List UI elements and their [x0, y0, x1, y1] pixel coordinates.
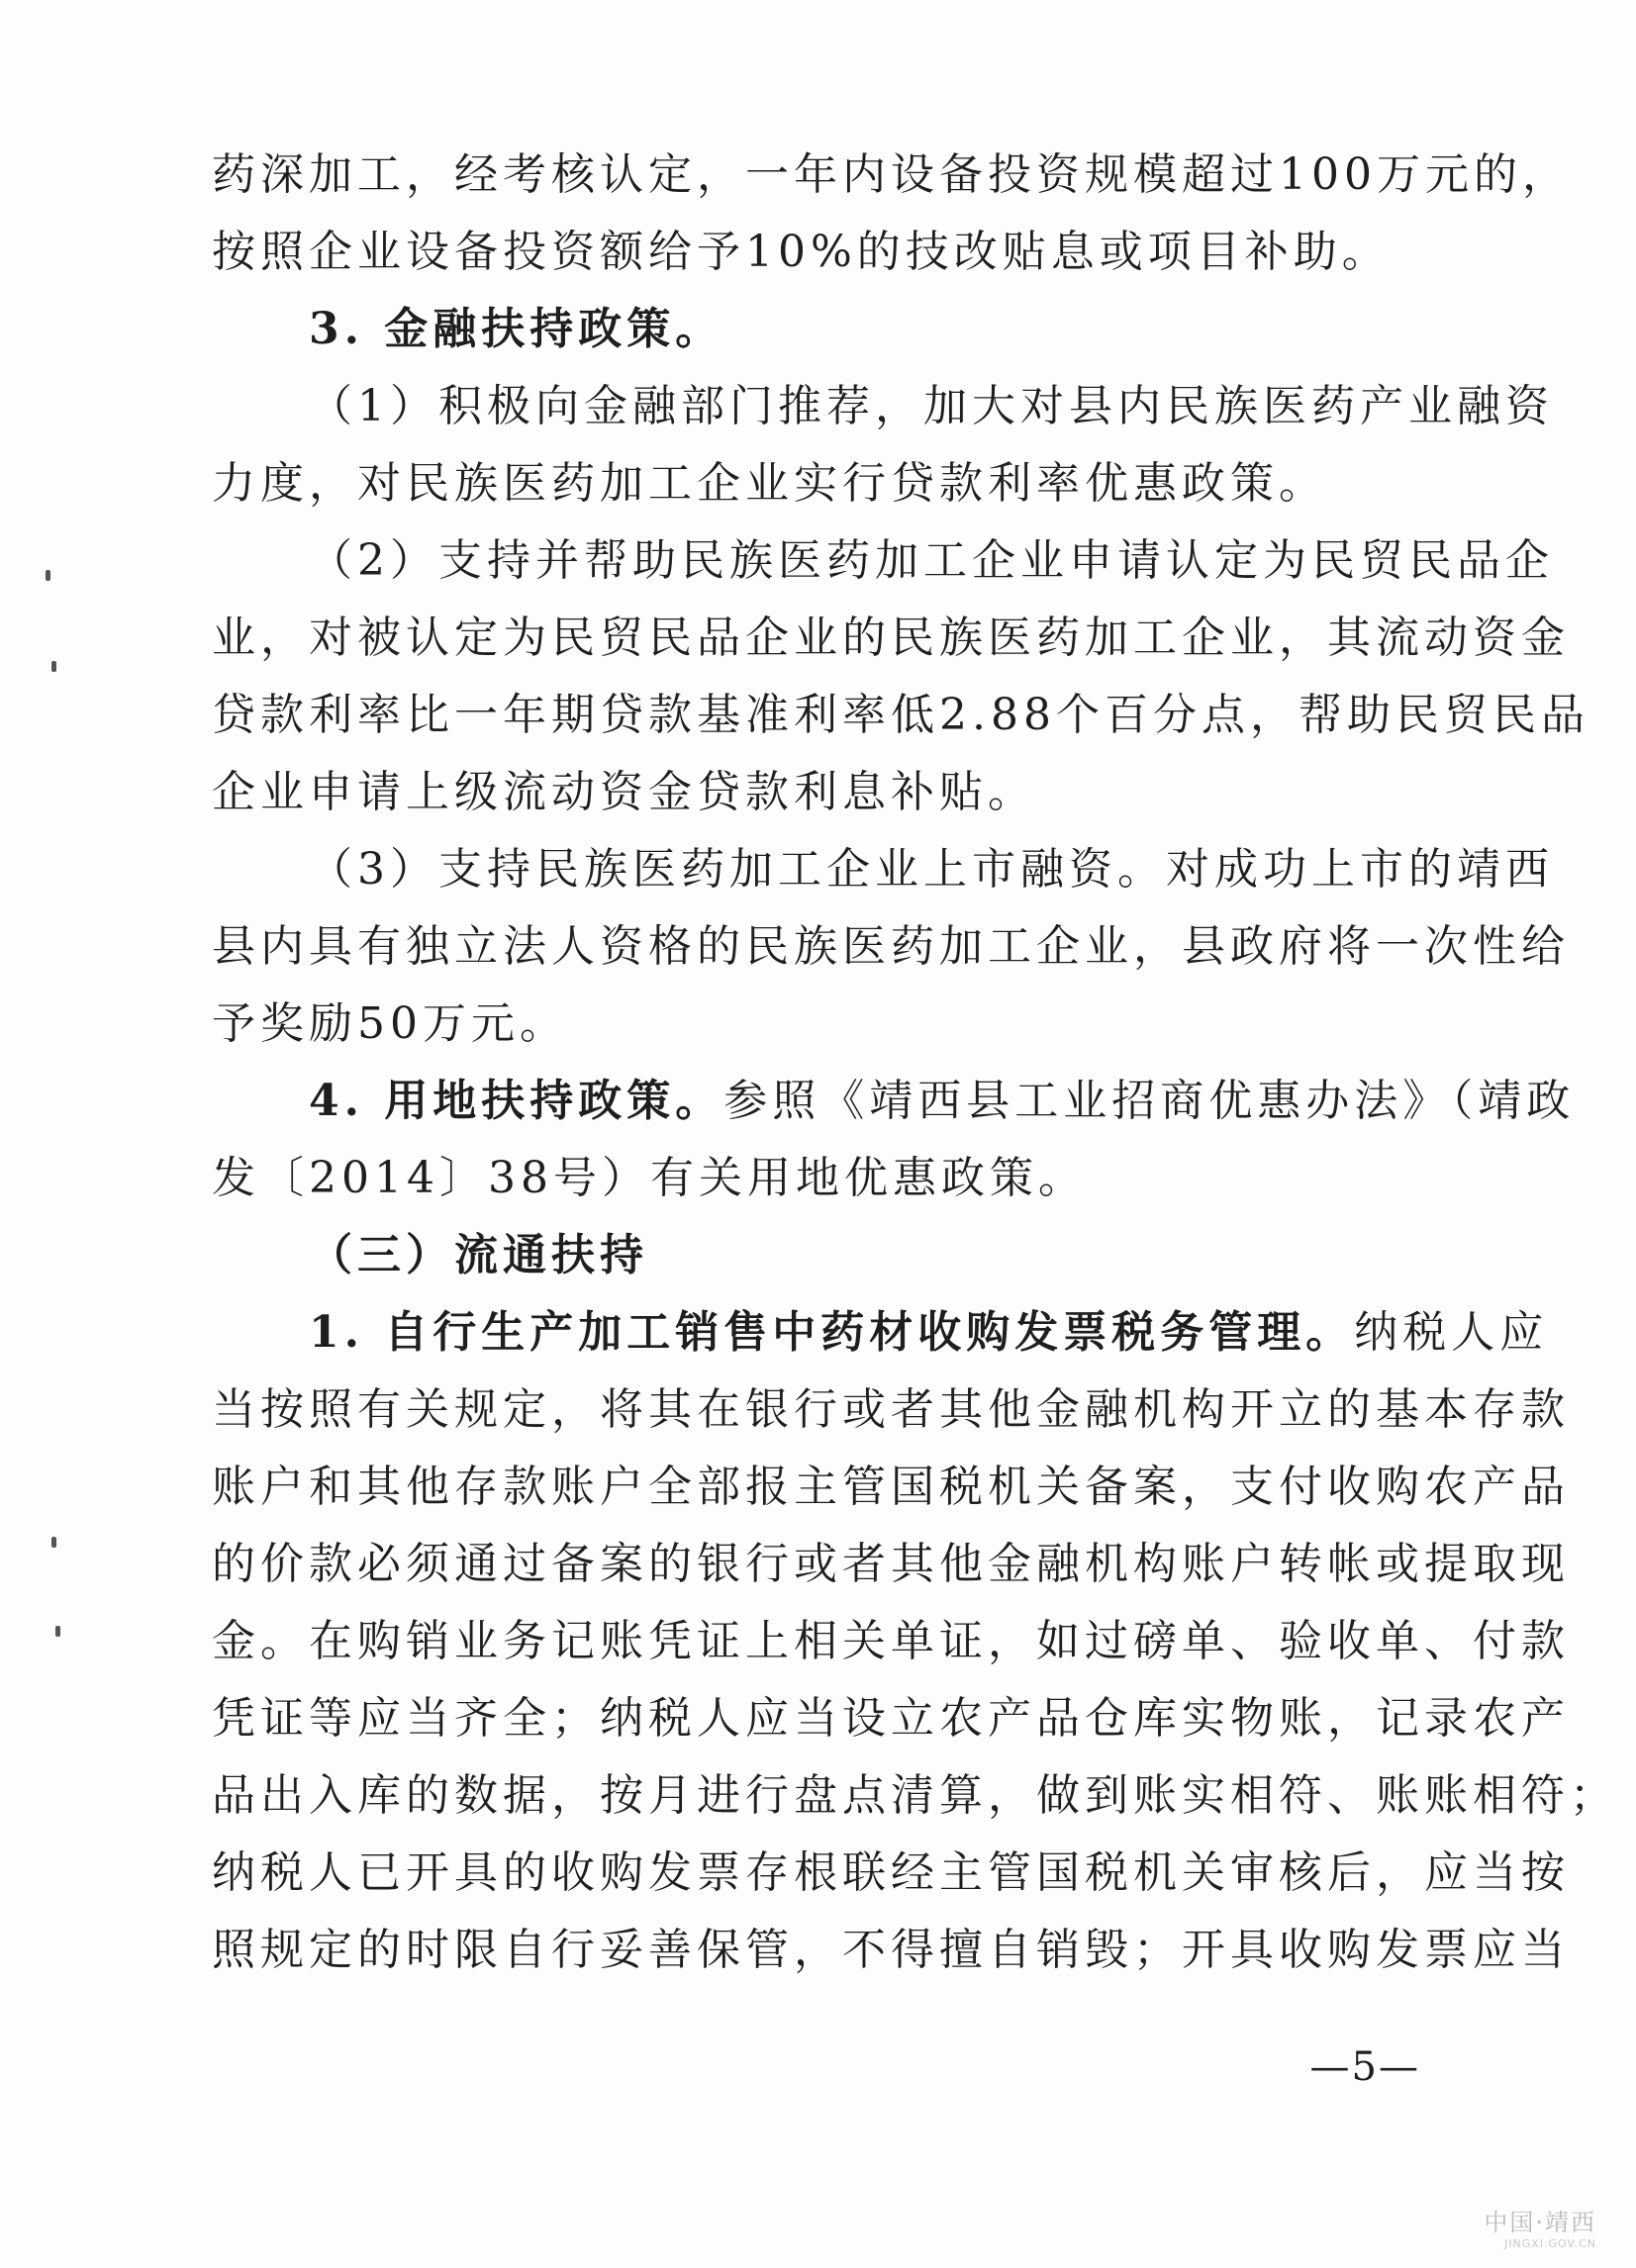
body-line: 贷款利率比一年期贷款基准利率低2.88个百分点，帮助民贸民品	[212, 690, 1589, 740]
body-line: 品出入库的数据，按月进行盘点清算，做到账实相符、账账相符；	[212, 1770, 1618, 1821]
body-line: （2）支持并帮助民族医药加工企业申请认定为民贸民品企	[309, 535, 1554, 586]
body-line: 纳税人已开具的收购发票存根联经主管国税机关审核后，应当按	[212, 1847, 1570, 1898]
body-line	[212, 1294, 1549, 1371]
body-line: 业，对被认定为民贸民品企业的民族医药加工企业，其流动资金	[212, 613, 1570, 663]
body-line: 凭证等应当齐全；纳税人应当设立农产品仓库实物账，记录农产	[212, 1693, 1570, 1744]
body-line: （3）支持民族医药加工企业上市融资。对成功上市的靖西	[309, 844, 1554, 895]
body-line: 当按照有关规定，将其在银行或者其他金融机构开立的基本存款	[212, 1384, 1570, 1435]
watermark-text: 中国·靖西	[1484, 2209, 1596, 2236]
binder-hole-mark	[55, 1626, 60, 1637]
page-number: —5—	[1309, 2044, 1420, 2090]
body-line: 予奖励50万元。	[212, 998, 568, 1049]
section-heading: 1. 自行生产加工销售中药材收购发票税务管理。	[309, 1307, 1355, 1358]
binder-hole-mark	[46, 570, 50, 581]
body-line: 力度，对民族医药加工企业实行贷款利率优惠政策。	[212, 458, 1327, 509]
watermark-url: JINGXI.GOV.CN	[1503, 2237, 1596, 2250]
body-line: 县内具有独立法人资格的民族医药加工企业，县政府将一次性给	[212, 921, 1570, 972]
body-text: 纳税人应	[1354, 1307, 1549, 1358]
body-line: 药深加工，经考核认定，一年内设备投资规模超过100万元的，	[212, 149, 1571, 200]
body-line: 账户和其他存款账户全部报主管国税机关备案，支付收购农产品	[212, 1462, 1570, 1512]
binder-hole-mark	[51, 661, 56, 672]
body-line: 按照企业设备投资额给予10%的技改贴息或项目补助。	[212, 227, 1391, 277]
body-line: 发〔2014〕38号）有关用地优惠政策。	[212, 1153, 1087, 1203]
body-line: （1）积极向金融部门推荐，加大对县内民族医药产业融资	[309, 381, 1554, 431]
section-heading: 4. 用地扶持政策。	[309, 1076, 724, 1126]
section-heading: 3. 金融扶持政策。	[309, 304, 724, 354]
binder-hole-mark	[51, 1537, 56, 1548]
body-line: 的价款必须通过备案的银行或者其他金融机构账户转帐或提取现	[212, 1539, 1570, 1589]
body-line: 企业申请上级流动资金贷款利息补贴。	[212, 767, 1036, 817]
subsection-heading: （三）流通扶持	[309, 1230, 648, 1280]
site-watermark	[1484, 2203, 1596, 2250]
document-body	[212, 137, 1618, 1989]
body-text: 参照《靖西县工业招商优惠办法》（靖政	[723, 1076, 1576, 1126]
body-line: 金。在购销业务记账凭证上相关单证，如过磅单、验收单、付款	[212, 1616, 1570, 1666]
body-line	[212, 1063, 1576, 1140]
body-line: 照规定的时限自行妥善保管，不得擅自销毁；开具收购发票应当	[212, 1925, 1570, 1975]
